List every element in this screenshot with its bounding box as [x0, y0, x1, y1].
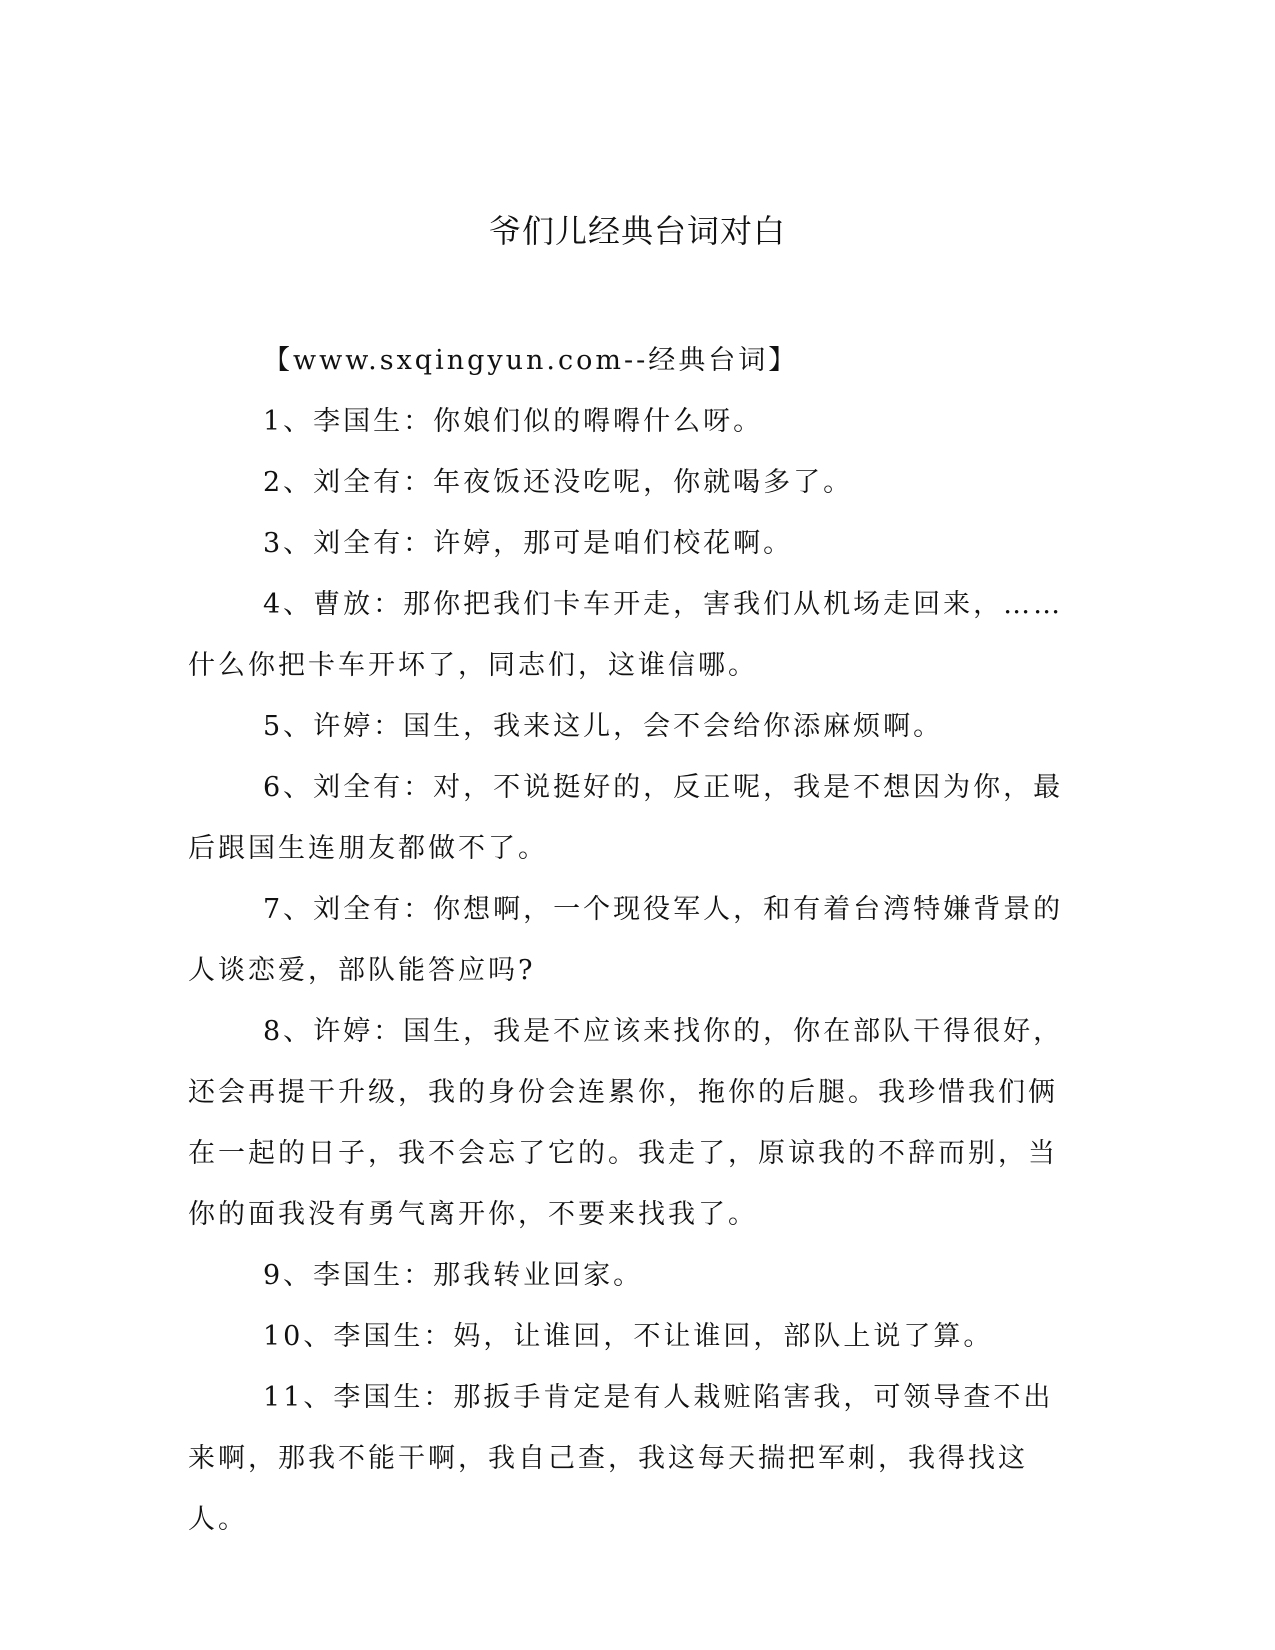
- dialogue-line: 1、李国生：你娘们似的嘚嘚什么呀。: [263, 406, 764, 437]
- document-title: 爷们儿经典台词对白: [488, 212, 786, 250]
- dialogue-line: 9、李国生：那我转业回家。: [263, 1260, 644, 1291]
- dialogue-line: 8、许婷：国生，我是不应该来找你的，你在部队干得很好，还会再提干升级，我的身份会连累你，拖你的后腿。我珍惜我们俩在一起的日子，我不会忘了它的。我走了，原谅我的不辞而别，当你的面我没有勇气离开你，不要来找我了。: [188, 1016, 1064, 1230]
- dialogue-line: 2、刘全有：年夜饭还没吃呢，你就喝多了。: [263, 467, 854, 498]
- dialogue-line: 6、刘全有：对，不说挺好的，反正呢，我是不想因为你，最后跟国生连朋友都做不了。: [188, 772, 1064, 864]
- source-line: 【www.sxqingyun.com--经典台词】: [263, 345, 799, 376]
- dialogue-line: 4、曹放：那你把我们卡车开走，害我们从机场走回来，……什么你把卡车开坏了，同志们，这谁信哪。: [188, 589, 1064, 681]
- dialogue-line: 3、刘全有：许婷，那可是咱们校花啊。: [263, 528, 794, 559]
- dialogue-line: 5、许婷：国生，我来这儿，会不会给你添麻烦啊。: [263, 711, 944, 742]
- document-body: [188, 330, 1078, 1550]
- dialogue-line: 7、刘全有：你想啊，一个现役军人，和有着台湾特嫌背景的人谈恋爱，部队能答应吗?: [188, 894, 1064, 986]
- dialogue-line: 10、李国生：妈，让谁回，不让谁回，部队上说了算。: [263, 1321, 994, 1352]
- dialogue-line: 11、李国生：那扳手肯定是有人栽赃陷害我，可领导查不出来啊，那我不能干啊，我自己查，我这每天揣把军刺，我得找这人。: [188, 1382, 1054, 1535]
